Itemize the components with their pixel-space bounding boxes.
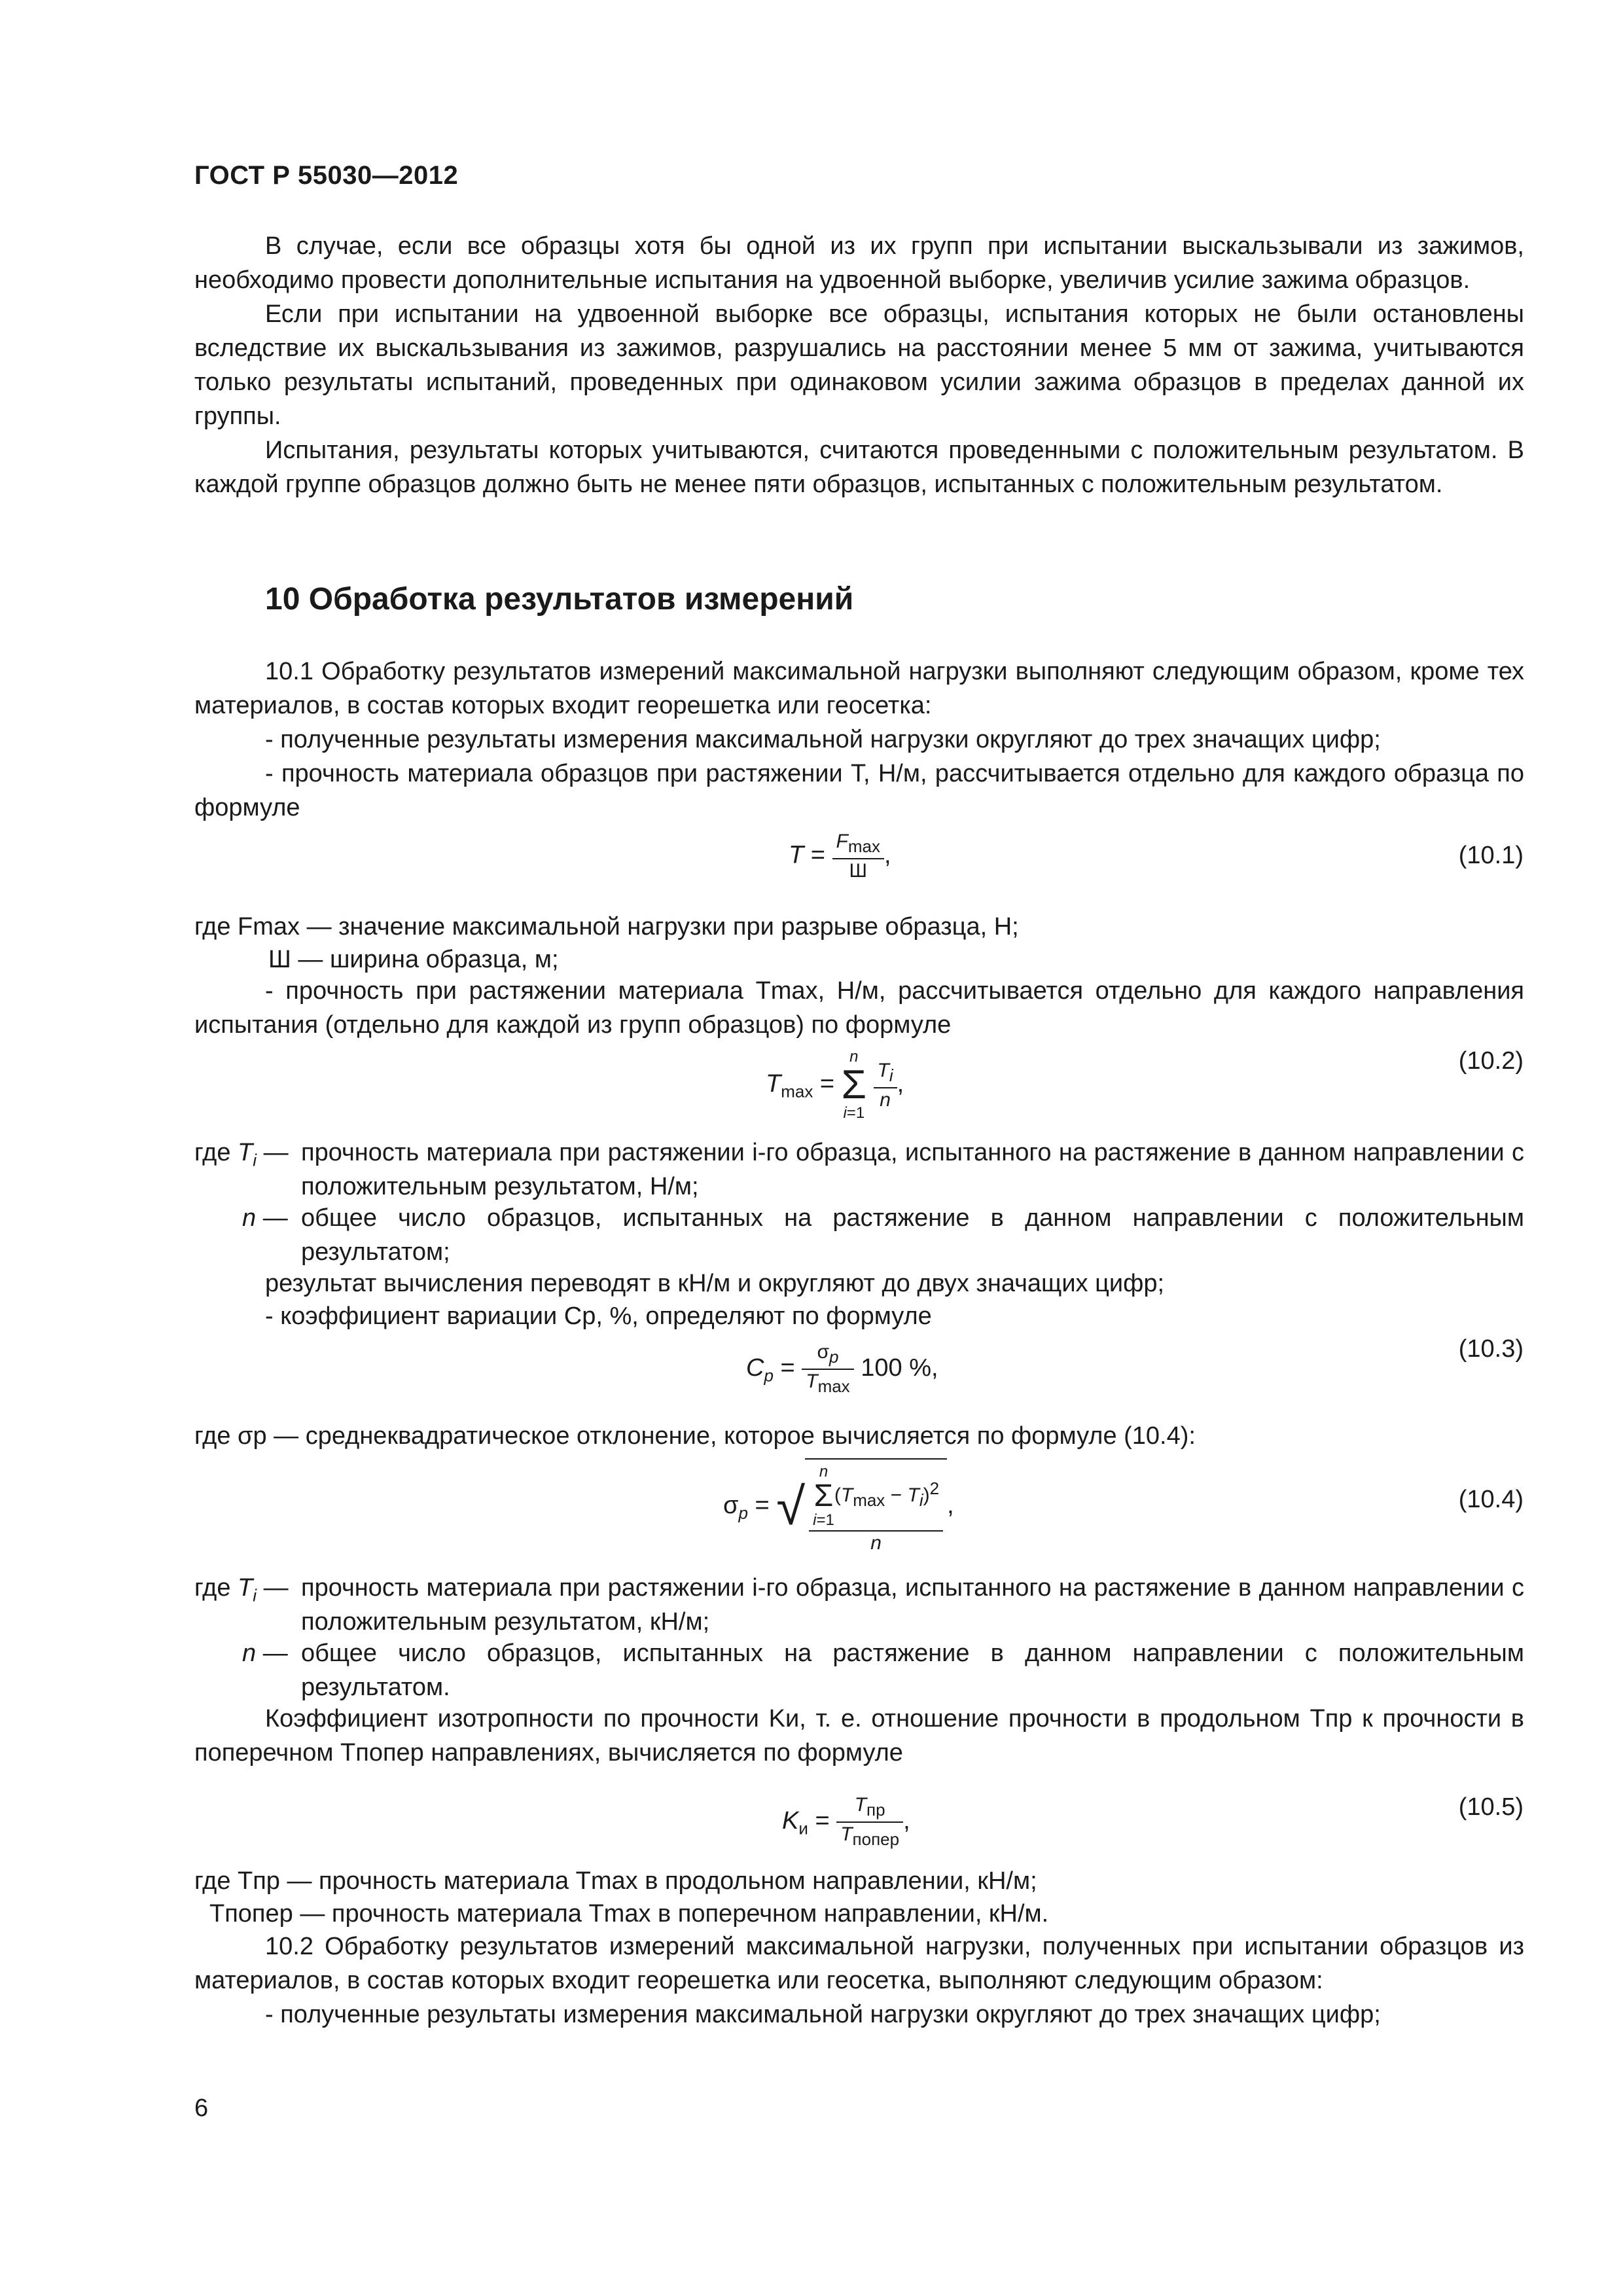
bullet-cp: - коэффициент вариации Cp, %, определяют по формуле — [265, 1302, 932, 1330]
formula-number-10-2: (10.2) — [1458, 1047, 1524, 1075]
bullet-round-three: - полученные результаты измерения максимальной нагрузки округляют до трех значащих цифр; — [265, 726, 1381, 753]
bullet-round-three-2: - полученные результаты измерения максимальной нагрузки округляют до трех значащих цифр; — [265, 2001, 1381, 2028]
where-tpr: где Tпр — прочность материала Tmax в продольном направлении, кН/м; — [194, 1867, 1037, 1895]
where-n-text: общее число образцов, испытанных на растяжение в данном направлении с положительным результатом; — [301, 1204, 1524, 1266]
intro-paragraph-3: Испытания, результаты которых учитываются, считаются проведенными с положительным результатом. В каждой группе образцов должно быть не менее пяти образцов, испытанных с положительным результатом. — [194, 437, 1524, 498]
formula-10-1: T = $\frac{F_{max}}{Ш}$ , — [789, 831, 891, 882]
where-sigma: где σp — среднеквадратическое отклонение, которое вычисляется по формуле (10.4): — [194, 1422, 1196, 1450]
formula-number-10-5: (10.5) — [1458, 1793, 1524, 1821]
where-ti-label: где $T_i$ — — [194, 1139, 289, 1170]
page-number: 6 — [194, 2094, 209, 2122]
paragraph-10-1: 10.1 Обработку результатов измерений максимальной нагрузки выполняют следующим образом, кроме тех материалов, в состав которых входит георешетка или геосетка: — [194, 658, 1524, 719]
document-header: ГОСТ Р 55030—2012 — [194, 161, 459, 190]
formula-number-10-1: (10.1) — [1458, 842, 1524, 869]
where-ti-label-2: где $T_i$ — — [194, 1574, 289, 1605]
intro-paragraph-2: Если при испытании на удвоенной выборке все образцы, испытания которых не были остановлены вследствие их выскальзывания из зажимов, разрушались на расстоянии менее 5 мм от зажима, учитываются только результаты испытаний, проведенных при одинаковом усилии зажима образцов в пределах данной их группы. — [194, 300, 1524, 430]
isotropy-block — [194, 1702, 1524, 1770]
formula-number-10-3: (10.3) — [1458, 1335, 1524, 1363]
result-conversion: результат вычисления переводят в кН/м и округляют до двух значащих цифр; — [265, 1270, 1165, 1297]
bullet-tmax-block — [194, 974, 1524, 1042]
formula-10-4: $\sigma_p$ = √ n Σ i=1 $(T_{max} - T_i)^2$ n , — [723, 1458, 954, 1555]
where-ti-text-2: прочность материала при растяжении i-го образца, испытанного на растяжение в данном направлении с положительным результатом, кН/м; — [301, 1574, 1524, 1636]
where-fmax: где Fmax — значение максимальной нагрузки при разрыве образца, Н; — [194, 913, 1019, 941]
formula-10-2: $T_{max}$ = n Σ i=1 $\frac{T_i}{n}$ , — [766, 1048, 904, 1122]
where-n-label: n — — [242, 1204, 288, 1232]
where-tpoper: Tпопер — прочность материала Tmax в поперечном направлении, кН/м. — [209, 1900, 1049, 1928]
section-title: 10 Обработка результатов измерений — [265, 582, 854, 617]
bullet-tmax-formula: - прочность при растяжении материала Tmax, Н/м, рассчитывается отдельно для каждого направления испытания (отдельно для каждой из групп образцов) по формуле — [194, 977, 1524, 1039]
where-ti-text: прочность материала при растяжении i-го образца, испытанного на растяжение в данном направлении с положительным результатом, Н/м; — [301, 1139, 1524, 1200]
intro-paragraph-1: В случае, если все образцы хотя бы одной из их групп при испытании выскальзывали из зажимов, необходимо провести дополнительные испытания на удвоенной выборке, увеличив усилие зажима образцов. — [194, 232, 1524, 294]
isotropy-paragraph: Коэффициент изотропности по прочности Kи, т. е. отношение прочности в продольном Tпр к прочности в поперечном Tпопер направлениях, вычисляется по формуле — [194, 1705, 1524, 1767]
formula-10-3: $C_p$ = $\frac{\sigma_p}{T_{max}}$ 100 %, — [746, 1341, 938, 1396]
section-10-1 — [194, 655, 1524, 825]
paragraph-10-2: 10.2 Обработку результатов измерений максимальной нагрузки, полученных при испытании образцов из материалов, в состав которых входит георешетка или геосетка, выполняют следующим образом: — [194, 1933, 1524, 1994]
where-n-text-2: общее число образцов, испытанных на растяжение в данном направлении с положительным результатом. — [301, 1640, 1524, 1701]
formula-10-5: $K_и$ = $\frac{T_{пр}}{T_{попер}}$ , — [782, 1794, 910, 1849]
bullet-strength-formula: - прочность материала образцов при растяжении T, Н/м, рассчитывается отдельно для каждого образца по формуле — [194, 760, 1524, 821]
where-width: Ш — ширина образца, м; — [268, 946, 559, 973]
where-n-label-2: n — — [242, 1640, 288, 1667]
formula-number-10-4: (10.4) — [1458, 1486, 1524, 1513]
intro-block — [194, 229, 1524, 501]
section-10-2 — [194, 1929, 1524, 2032]
